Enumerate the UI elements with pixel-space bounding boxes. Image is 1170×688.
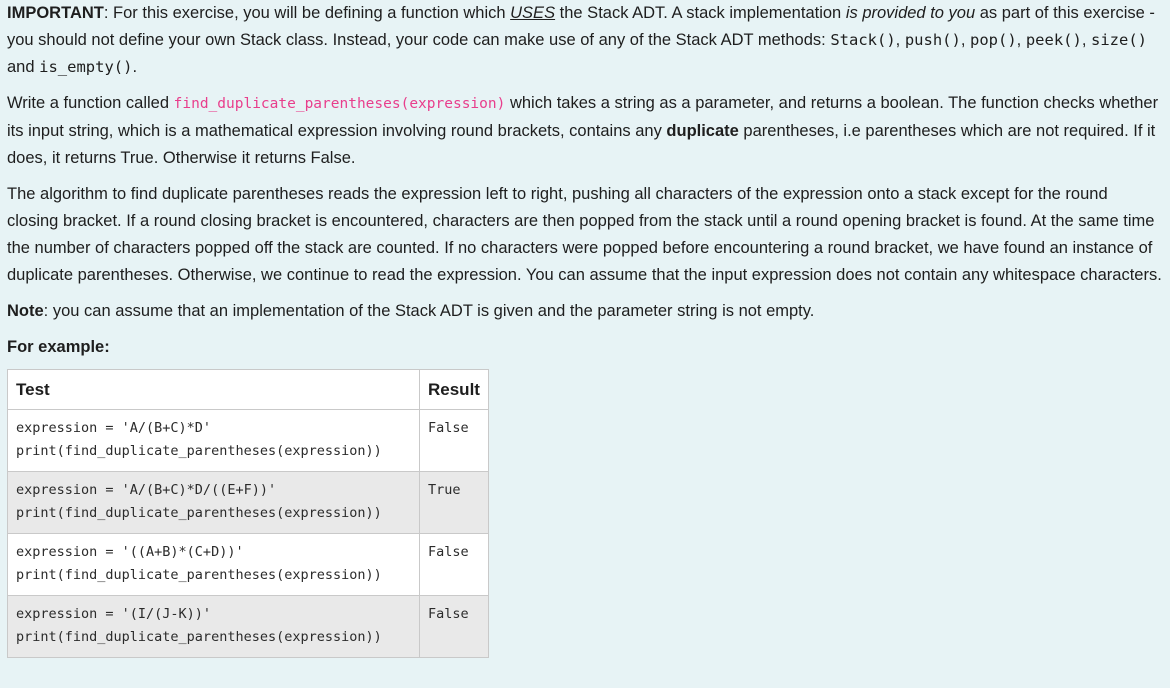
test-column-header: Test [8,370,420,410]
test-cell: expression = 'A/(B+C)*D' print(find_duplicate_parentheses(expression)) [8,410,420,472]
separator: , [895,31,905,49]
test-cell: expression = '((A+B)*(C+D))' print(find_duplicate_parentheses(expression)) [8,534,420,596]
description-paragraph [7,90,1162,172]
duplicate-emphasis: duplicate [666,122,739,140]
separator: , [1081,31,1092,49]
examples-table [7,369,489,658]
note-label: Note [7,302,44,320]
important-label: IMPORTANT [7,4,104,22]
description-text: parentheses, i.e parentheses which are not required. If it does, it returns True. Otherwise it returns False. [7,122,1156,167]
table-row [8,472,489,534]
uses-emphasis: USES [510,4,556,22]
provided-emphasis: is provided to you [845,4,976,22]
note-paragraph [7,298,1162,325]
algorithm-paragraph: The algorithm to find duplicate parentheses reads the expression left to right, pushing all characters of the expression onto a stack except for the round closing bracket. If a round closing bracket is encountered, characters are then popped from the stack until a round opening bracket is found. At the same time the number of characters popped off the stack are counted. If no characters were popped before encountering a round bracket, we have found an instance of duplicate parentheses. Otherwise, we continue to read the expression. You can assume that the input expression does not contain any whitespace characters. [7,185,1162,284]
method-is-empty: is_empty() [39,58,133,76]
result-cell: False [420,410,489,472]
note-text: : you can assume that an implementation of the Stack ADT is given and the parameter string is not empty. [43,302,815,320]
important-paragraph [7,0,1162,81]
table-header-row [8,370,489,410]
test-cell: expression = 'A/(B+C)*D/((E+F))' print(find_duplicate_parentheses(expression)) [8,472,420,534]
for-example-label: For example: [7,338,110,356]
method-stack: Stack() [830,31,896,49]
result-column-header: Result [420,370,489,410]
method-peek: peek() [1025,31,1082,49]
method-push: push() [904,31,961,49]
intro-text: the Stack ADT. A stack implementation [555,4,846,22]
separator: , [960,31,970,49]
intro-text: : For this exercise, you will be defining a function which [103,4,511,22]
method-size: size() [1091,31,1148,49]
result-cell: True [420,472,489,534]
function-signature: find_duplicate_parentheses(expression) [173,96,506,112]
method-pop: pop() [970,31,1017,49]
table-row [8,596,489,658]
description-text: Write a function called [7,94,174,112]
separator: . [132,58,138,76]
table-row [8,410,489,472]
separator: , [1016,31,1026,49]
test-cell: expression = '(I/(J-K))' print(find_duplicate_parentheses(expression)) [8,596,420,658]
result-cell: False [420,596,489,658]
intro-text: as part of this exercise - you should not define your own Stack class. Instead, your code can make use of any of the Stack ADT methods: [7,4,1155,49]
separator: and [7,58,40,76]
for-example-heading [7,334,1162,361]
table-row [8,534,489,596]
result-cell: False [420,534,489,596]
description-text: which takes a string as a parameter, and returns a boolean. The function checks whether its input string, which is a mathematical expression involving round brackets, contains any [7,94,1159,140]
